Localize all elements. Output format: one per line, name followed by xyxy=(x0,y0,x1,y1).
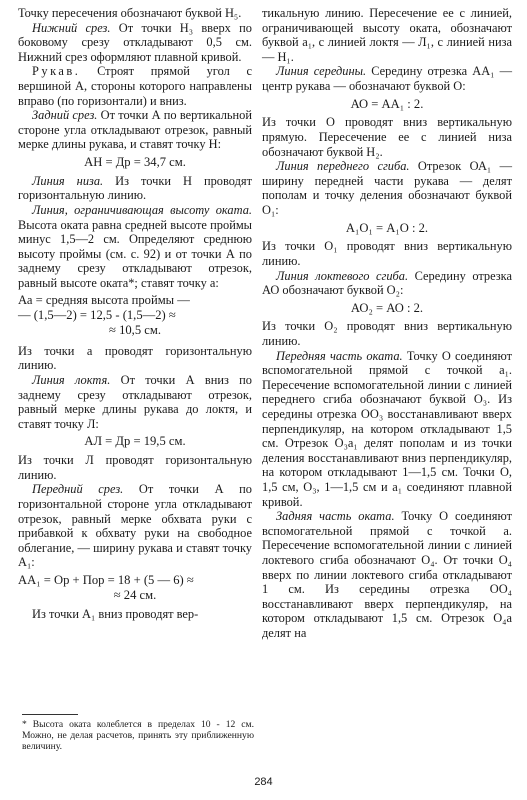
section-heading: Рукав. xyxy=(32,64,81,79)
paragraph xyxy=(18,482,252,570)
paragraph: Из точки О₁ проводят вниз вертикальную линию. xyxy=(262,239,512,268)
formula-line: ≈ 24 см. xyxy=(113,587,157,602)
paragraph xyxy=(262,509,512,640)
paragraph-text: Середину отрезка АО обозначают буквой О₂: xyxy=(262,268,512,298)
paragraph-text: Середину отрезка АА₁ — центр рукава — обозначают буквой О: xyxy=(262,64,512,93)
page-number: 284 xyxy=(254,776,273,788)
formula-line: — (1,5—2) = 12,5 - (1,5—2) ≈ xyxy=(18,308,176,323)
paragraph-text: Из точки Н проводят горизонтальную линию. xyxy=(18,173,252,203)
paragraph-text: От точки А вниз по заднему срезу откладывают отрезок, равный мерке длины рукава до локтя, и ставят точку Л: xyxy=(18,373,252,431)
paragraph: Из точки а проводят горизонтальную линию. xyxy=(18,343,252,373)
formula: АЛ = Др = 19,5 см. xyxy=(84,434,186,449)
left-column xyxy=(18,6,252,621)
subheading: Передний срез. xyxy=(32,482,124,497)
paragraph: Из точки Л проводят горизонтальную линию. xyxy=(18,453,252,482)
paragraph-text: Точку О соединяют вспомогательной прямой с точкой а₁. Пересечение вспомогательной линии с линией переднего сгиба обозначают буквой О₃. Из середины отрезка ОО₃ восстанавливают вверх перпендикуляр, на котором откладывают 1,5 см. Отрезок О₃а₁ делят пополам и из точки деления восстанавливают вниз перпендикуляр, на котором откладывают 1—1,5 см. Точки О, 1,5 см, О₃, 1—1,5 см и а₁ соединяют плавной кривой. xyxy=(262,348,512,509)
subheading: Линия переднего сгиба. xyxy=(276,159,410,174)
formula: А₁О₁ = А₁О : 2. xyxy=(345,220,429,235)
formula: АО = АА₁ : 2. xyxy=(350,96,424,111)
subheading: Нижний срез. xyxy=(32,20,111,35)
paragraph xyxy=(262,349,512,510)
paragraph-text: Строят прямой угол с вершиной А, стороны которого направлены вправо (по горизонтали) и вниз. xyxy=(18,64,252,108)
paragraph-text: От точки А по вертикальной стороне угла откладывают отрезок, равный мерке длины рукава, и ставят точку Н: xyxy=(18,108,252,152)
paragraph-text: От точки А по горизонтальной стороне угла откладывают отрезок, равный мерке обхвата руки с прибавкой к обхвату руки на свободное облегание, — ширину рукава и ставят точку А₁: xyxy=(18,482,252,570)
paragraph xyxy=(262,269,512,298)
paragraph xyxy=(18,203,252,291)
paragraph xyxy=(18,64,252,108)
subheading: Задняя часть оката. xyxy=(276,509,395,524)
subheading: Линия, ограничивающая высоту оката. xyxy=(32,202,252,217)
paragraph: Из точки А₁ вниз проводят вер- xyxy=(32,606,199,621)
paragraph xyxy=(18,373,252,431)
paragraph xyxy=(18,174,252,203)
paragraph: тикальную линию. Пересечение ее с линией, ограничивающей высоту оката, обозначают буквой а₁, с линией локтя — Л₁, с линией низа — Н₁. xyxy=(262,6,512,64)
paragraph: Из точки О₂ проводят вниз вертикальную линию. xyxy=(262,319,512,349)
paragraph-text: Точку О соединяют вспомогательной прямой с точкой а. Пересечение вспомогательной линии с линией локтевого сгиба обозначают О₄. От точки О₄ вверх по линии локтевого сгиба откладывают 1 см. Из середины отрезка ОО₄ восстанавливают вверх перпендикуляр, на котором откладывают 1,5 см. Отрезок О₄а делят на xyxy=(262,509,512,640)
paragraph xyxy=(18,21,252,65)
footnote: * Высота оката колеблется в пределах 10 - 12 см. Можно, не делая расчетов, принять эту приближенную величину. xyxy=(22,719,254,753)
paragraph xyxy=(262,159,512,217)
subheading: Задний срез. xyxy=(32,108,98,123)
formula-line: Аа = средняя высота проймы — xyxy=(18,293,190,308)
paragraph: Из точки О проводят вниз вертикальную прямую. Пересечение ее с линией низа обозначают буквой Н₂. xyxy=(262,115,512,159)
subheading: Линия середины. xyxy=(276,64,367,79)
paragraph xyxy=(18,108,252,152)
right-column xyxy=(262,6,512,641)
subheading: Линия низа. xyxy=(32,173,104,188)
formula-line: АА₁ = Ор + Пор = 18 + (5 — 6) ≈ xyxy=(18,572,194,587)
subheading: Передняя часть оката. xyxy=(276,348,403,363)
paragraph-text: Отрезок ОА₁ — ширину передней части рукава — делят пополам и точку деления обозначают буквой О₁: xyxy=(262,159,512,217)
footnote-rule xyxy=(22,714,78,715)
paragraph-text: От точки Н₃ вверх по боковому срезу откладывают 0,5 см. Нижний срез оформляют плавной кривой. xyxy=(18,20,252,64)
formula-line: ≈ 10,5 см. xyxy=(109,323,161,338)
paragraph-text: Высота оката равна средней высоте проймы минус 1,5—2 см. Определяют среднюю высоту проймы (см. с. 92) и от точки А по заднему срезу откладывают отрезок, равный высоте оката*; ставят точку а: xyxy=(18,217,252,290)
paragraph: Точку пересечения обозначают буквой Н₅. xyxy=(18,6,242,20)
paragraph xyxy=(262,64,512,93)
subheading: Линия локтевого сгиба. xyxy=(276,268,409,283)
formula: АО₂ = АО : 2. xyxy=(350,300,424,315)
formula: АН = Др = 34,7 см. xyxy=(84,154,186,169)
subheading: Линия локтя. xyxy=(32,373,111,388)
